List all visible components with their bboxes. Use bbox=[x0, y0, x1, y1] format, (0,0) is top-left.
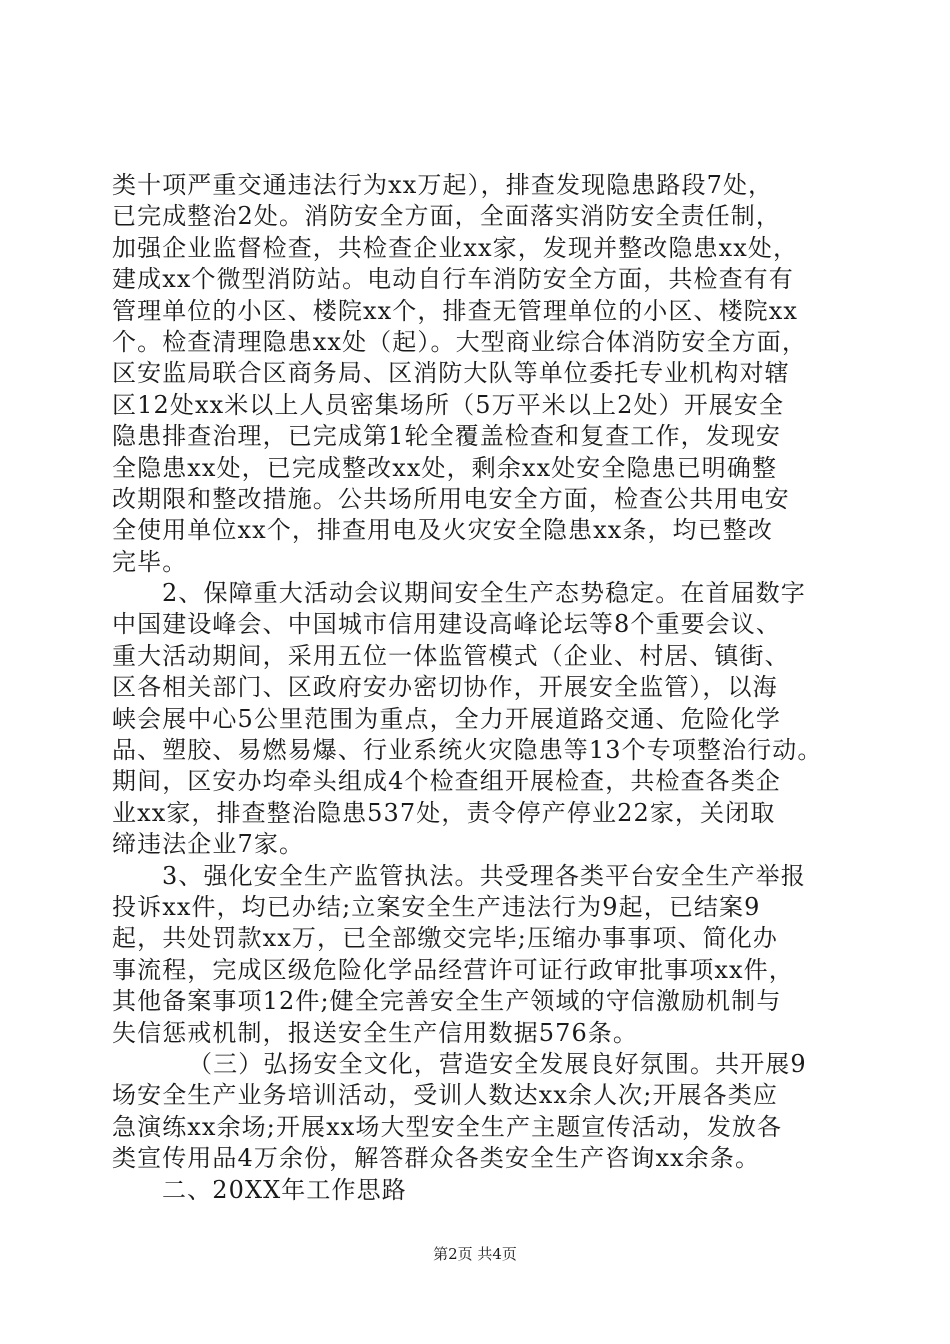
paragraph-start-line: （三）弘扬安全文化，营造安全发展良好氛围。共开展9 bbox=[188, 1049, 807, 1078]
text-line: 加强企业监督检查，共检查企业xx家，发现并整改隐患xx处， bbox=[112, 233, 799, 262]
text-line: 期间，区安办均牵头组成4个检查组开展检查，共检查各类企 bbox=[112, 767, 781, 796]
text-line: 缔违法企业7家。 bbox=[112, 830, 305, 859]
text-line: 重大活动期间，采用五位一体监管模式（企业、村居、镇街、 bbox=[112, 641, 790, 670]
text-line: 投诉xx件，均已办结;立案安全生产违法行为9起，已结案9 bbox=[112, 892, 761, 921]
text-line: 业xx家，排查整治隐患537处，责令停产停业22家，关闭取 bbox=[112, 798, 776, 827]
page-number-footer: 第2页 共4页 bbox=[433, 1245, 517, 1263]
text-line: 改期限和整改措施。公共场所用电安全方面，检查公共用电安 bbox=[112, 484, 790, 513]
paragraph-start-line: 3、强化安全生产监管执法。共受理各类平台安全生产举报 bbox=[162, 861, 806, 890]
text-line: 个。检查清理隐患xx处（起）。大型商业综合体消防安全方面， bbox=[112, 327, 807, 356]
text-line: 失信惩戒机制，报送安全生产信用数据576条。 bbox=[112, 1018, 639, 1047]
text-line: 急演练xx余场;开展xx场大型安全生产主题宣传活动，发放各 bbox=[112, 1112, 783, 1141]
text-line: 类十项严重交通违法行为xx万起），排查发现隐患路段7处， bbox=[112, 171, 774, 199]
text-line: 类宣传用品4万余份，解答群众各类安全生产咨询xx余条。 bbox=[112, 1144, 761, 1173]
document-body bbox=[112, 170, 850, 1206]
text-line: 场安全生产业务培训活动，受训人数达xx余人次;开展各类应 bbox=[112, 1081, 778, 1110]
text-line: 品、塑胶、易燃易爆、行业系统火灾隐患等13个专项整治行动。 bbox=[112, 736, 823, 765]
text-line: 全隐患xx处，已完成整改xx处，剩余xx处安全隐患已明确整 bbox=[112, 453, 778, 482]
text-line: 完毕。 bbox=[112, 547, 188, 576]
section-heading: 二、20XX年工作思路 bbox=[162, 1175, 407, 1204]
text-line: 已完成整治2处。消防安全方面，全面落实消防安全责任制， bbox=[112, 202, 781, 231]
paragraph-start-line: 2、保障重大活动会议期间安全生产态势稳定。在首届数字 bbox=[162, 579, 806, 608]
text-line: 峡会展中心5公里范围为重点，全力开展道路交通、危险化学 bbox=[112, 704, 781, 733]
text-line: 中国建设峰会、中国城市信用建设高峰论坛等8个重要会议、 bbox=[112, 610, 781, 639]
text-line: 区12处xx米以上人员密集场所（5万平米以上2处）开展安全 bbox=[112, 390, 785, 419]
text-line: 其他备案事项12件;健全完善安全生产领域的守信激励机制与 bbox=[112, 987, 782, 1016]
text-line: 建成xx个微型消防站。电动自行车消防安全方面，共检查有有 bbox=[112, 265, 794, 294]
text-line: 全使用单位xx个，排查用电及火灾安全隐患xx条，均已整改 bbox=[112, 516, 773, 545]
text-line: 隐患排查治理，已完成第1轮全覆盖检查和复查工作，发现安 bbox=[112, 422, 781, 451]
text-line: 区安监局联合区商务局、区消防大队等单位委托专业机构对辖 bbox=[112, 359, 790, 388]
text-line: 区各相关部门、区政府安办密切协作，开展安全监管），以海 bbox=[112, 673, 778, 702]
text-line: 起，共处罚款xx万，已全部缴交完毕;压缩办事事项、简化办 bbox=[112, 924, 778, 953]
text-line: 事流程，完成区级危险化学品经营许可证行政审批事项xx件， bbox=[112, 955, 794, 984]
text-line: 管理单位的小区、楼院xx个，排查无管理单位的小区、楼院xx bbox=[112, 296, 799, 325]
